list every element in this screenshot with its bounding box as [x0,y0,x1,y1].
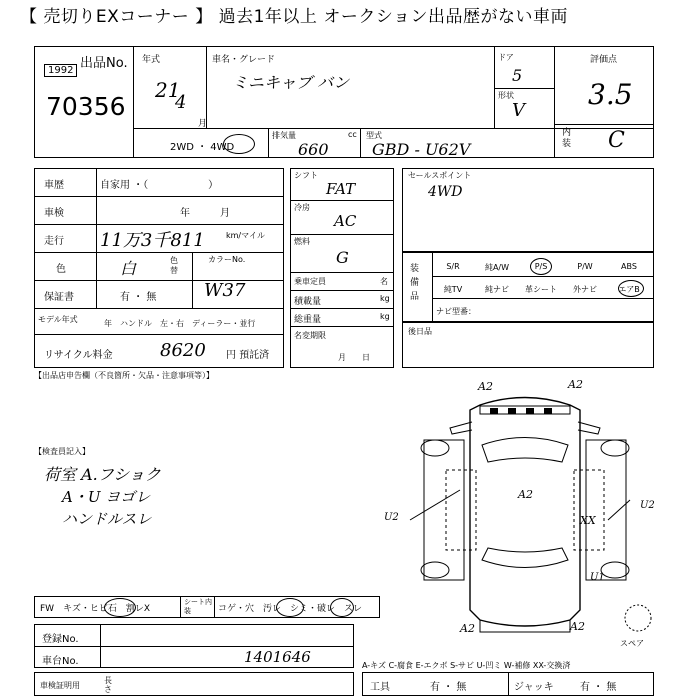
fw-hibi-circle [104,598,136,617]
damage-mark-a2-top-right: A2 [568,378,583,391]
footer-frame [34,672,354,696]
spare-label: スペア [620,639,644,648]
page-title: 【 売切りEXコーナー 】 過去1年以上 オークション出品歴がない車両 [20,7,568,27]
name-change-unit: 月 日 [338,353,370,362]
usage-text: 自家用 ・（ ） [100,180,219,191]
drive-selected-circle [223,134,255,154]
damage-mark-a2-bottom-left: A2 [460,622,475,635]
inspector-note-2: A・U ヨゴレ [62,488,151,506]
inspector-notes-label: 【検査員記入】 [34,447,90,456]
year-value: 21 [155,78,181,102]
warranty-label: 保証書 [44,292,74,303]
warranty-options: 有 ・ 無 [120,292,157,303]
mileage-unit: km/マイル [226,231,265,240]
equip-airbag: エアB [618,285,640,294]
inspection-label: 車検 [44,208,64,219]
doors-value: 5 [512,66,523,85]
mileage-value: 11万3千811 [100,230,205,251]
seat-row: コゲ・穴 汚レ シミ・破レ スレ [218,604,363,614]
model-value: GBD - U62V [372,140,471,159]
load-label: 積載量 [294,297,322,307]
fw-row: FW キズ・ヒビ石 割レX [40,604,151,614]
fuel-label: 燃料 [294,237,310,246]
month-unit: 月 [198,119,208,129]
recycle-unit: 円 預託済 [226,350,270,361]
month-value: 4 [175,92,187,113]
shift-label: シフト [294,171,318,180]
sales-point-label: セールスポイント [408,171,472,180]
equip-sr: S/R [446,262,460,271]
aftermarket-label: 後日品 [408,327,432,336]
sales-point-text: 4WD [428,184,463,200]
vehicle-name-label: 車名・グレード [212,55,276,65]
fuel-value: G [336,248,349,267]
length-label: 長さ [104,676,112,694]
displacement-label: 排気量 [272,131,296,140]
car-damage-diagram [380,370,670,660]
chassis-value: 1401646 [244,648,311,666]
equip-aw: 純A/W [484,263,510,272]
seat-label: シート内装 [184,598,212,615]
damage-legend: A-キズ C-腐食 E-エクボ S-サビ U-凹ミ W-補修 XX-交換済 [362,661,571,670]
history-frame [34,168,284,368]
seat-tear-circle [330,598,354,617]
lot-stamp: 1992 [44,64,77,77]
equip-ps-circle [530,258,552,275]
vehicle-name: ミニキャブ バン [232,73,350,92]
tools-label: 工具 [370,682,390,693]
damage-mark-xx: XX [580,514,596,527]
weight-unit: kg [380,312,390,321]
equip-pw: P/W [577,262,593,271]
equipment-label: 装備品 [410,264,420,302]
damage-mark-u2-right: U2 [640,500,655,511]
year-label: 年式 [142,55,161,65]
weight-label: 総重量 [294,315,322,325]
shape-label: 形状 [498,91,514,100]
interior-value: C [608,128,625,153]
jack-label: ジャッキ [514,682,554,693]
recycle-label: リサイクル料金 [44,350,113,361]
damage-mark-u1: U1 [590,572,605,583]
grade-label: 評価点 [590,55,618,65]
capacity-unit: 名 [380,277,388,286]
color-change: 色替 [170,256,178,275]
recycle-amount: 8620 [160,340,206,361]
cert-label: 車検証明用 [40,681,80,690]
interior-label: 内装 [562,128,572,149]
capacity-label: 乗車定員 [294,277,326,286]
displacement-value: 660 [298,140,329,159]
aftermarket-frame [402,322,654,368]
color-no-label: カラーNo. [208,255,246,264]
chassis-label: 車台No. [42,656,79,667]
equip-abs: ABS [621,262,637,271]
model-year-label: モデル年式 [38,315,78,324]
equip-ext-navi: 外ナビ [573,285,597,294]
equip-ps: P/S [534,262,548,271]
tools-options: 有 ・ 無 [430,682,467,693]
ac-label: 冷房 [294,203,310,212]
grade-score: 3.5 [588,78,633,111]
inspector-note-1: 荷室 A.フショク [44,465,161,484]
registration-no-label: 登録No. [42,634,79,645]
inspector-note-3: ハンドルスレ [62,510,152,528]
jack-options: 有 ・ 無 [580,682,617,693]
ac-value: AC [334,212,357,230]
color-value: 白 [120,259,137,278]
shape-value: V [512,100,525,121]
damage-mark-a2-top-left: A2 [478,380,493,393]
damage-mark-a2-center: A2 [518,488,533,501]
load-unit: kg [380,294,390,303]
equip-airbag-circle [618,280,644,297]
color-label: 色 [56,264,66,275]
displacement-unit: cc [348,130,357,139]
model-year-options: 年 ハンドル 左・右 ディーラー・並行 [104,319,256,328]
color-no-value: W37 [204,280,246,301]
equip-leather: 革シート [525,285,557,294]
shift-value: FAT [326,180,356,198]
drive-options: 2WD ・ 4WD [170,142,235,153]
name-change-label: 名変期限 [294,331,326,340]
navi-model-label: ナビ型番： [436,307,476,316]
equip-navi: 純ナビ [485,285,509,294]
seller-notes-label: 【出品店申告欄（不良箇所・欠品・注意事項等）】 [34,371,214,380]
damage-mark-a2-bottom-right: A2 [570,620,585,633]
equip-tv: 純TV [443,285,463,294]
model-label: 型式 [366,131,382,140]
lot-label: 出品No. [80,56,128,71]
mileage-label: 走行 [44,236,64,247]
lot-number: 70356 [46,92,126,121]
usage-label: 車歴 [44,180,64,191]
damage-mark-u2-left: U2 [384,512,399,523]
doors-label: ドア [498,53,514,62]
inspection-units: 年 月 [180,208,230,219]
seat-dirt-circle [276,598,304,617]
